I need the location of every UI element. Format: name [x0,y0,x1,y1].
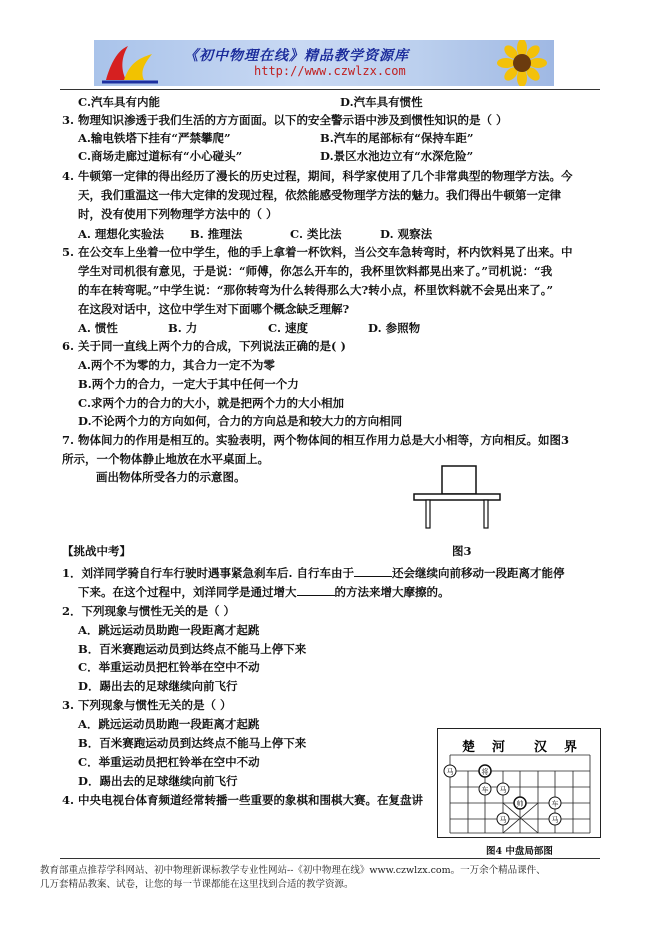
footer-rule [60,858,600,859]
challenge-q3-option-d: D．踢出去的足球继续向前飞行 [78,774,238,788]
chess-piece-label: 将 [481,768,489,776]
table-leg-left [426,500,430,528]
q3-option-a: A.输电铁塔下挂有“严禁攀爬” [78,131,231,145]
challenge-q2-option-d: D．踢出去的足球继续向前飞行 [78,679,238,693]
q3-option-d: D.景区水池边立有“水深危险” [320,149,474,163]
q7-line-1: 7. 物体间力的作用是相互的。实验表明，两个物体间的相互作用力总是大小相等，方向相反。如图3 [62,433,570,447]
figure-3-label: 图3 [452,544,472,558]
challenge-q2-stem: 2．下列现象与惯性无关的是（ ） [62,604,236,618]
q4-option-b: B. 推理法 [190,227,243,241]
q5-line-3: 的车在转弯呢。”中学生说：“那你转弯为什么转得那么大?转小点，杯里饮料就不会晃出来了。” [78,283,554,297]
option-c: C.汽车具有内能 [78,95,160,109]
chess-label-han: 汉 [534,740,548,755]
challenge-q1-line-2 [78,583,450,600]
footer-line-2: 几万套精品教案、试卷，让您的每一节课都能在这里找到合适的教学资源。 [40,879,354,890]
q4-line-1: 4. 牛顿第一定律的得出经历了漫长的历史过程，期间，科学家使用了几个非常典型的物理学方法。今 [62,169,573,183]
chess-piece-label: 车 [481,786,489,794]
q4-option-c: C. 类比法 [290,227,342,241]
answer-blank-2[interactable] [297,583,335,596]
q3-option-c: C.商场走廊过道标有“小心碰头” [78,149,243,163]
chess-label-chu: 楚 [462,740,476,755]
challenge-q3-stem: 3. 下列现象与惯性无关的是（ ） [62,698,232,712]
chess-piece-label: 帅 [516,800,524,808]
chess-board-grid [438,729,600,837]
banner-title: 《初中物理在线》精品教学资源库 [184,48,409,64]
sunflower-icon [492,40,552,86]
challenge-q1-text-b: 还会继续向前移动一段距离才能停 [392,566,565,580]
challenge-heading: 【挑战中考】 [62,544,131,558]
site-logo-icon [100,42,160,84]
option-d: D.汽车具有惯性 [340,95,423,109]
challenge-q1-text-c: 下来。在这个过程中，刘洋同学是通过增大 [78,585,297,599]
q5-option-c: C. 速度 [268,321,308,335]
block-object [442,466,476,494]
q5-option-d: D. 参照物 [368,321,421,335]
q4-line-2: 天，我们重温这一伟大定律的发现过程，依然能感受物理学方法的魅力。我们得出牛顿第一定律 [78,188,561,202]
q5-line-1: 5. 在公交车上坐着一位中学生，他的手上拿着一杯饮料，当公交车急转弯时，杯内饮料晃了出来。中 [62,245,573,259]
q6-option-a: A.两个不为零的力，其合力一定不为零 [78,358,275,372]
q4-option-a: A. 理想化实验法 [78,227,164,241]
table-top [414,494,500,500]
challenge-q1-text-d: 的方法来增大摩擦的。 [334,585,450,599]
answer-blank-1[interactable] [354,564,392,577]
table-leg-right [484,500,488,528]
challenge-q4-line-1: 4. 中央电视台体育频道经常转播一些重要的象棋和围棋大赛。在复盘讲 [62,793,424,807]
chess-piece-label: 马 [446,768,454,776]
chess-piece-label: 马 [499,816,507,824]
banner-url[interactable]: http://www.czwlzx.com [254,64,406,78]
chess-label-he: 河 [492,740,506,755]
figure-3-table-diagram [410,462,502,530]
challenge-q3-option-b: B．百米赛跑运动员到达终点不能马上停下来 [78,736,307,750]
q7-line-2: 所示，一个物体静止地放在水平桌面上。 [62,452,269,466]
q7-line-3: 画出物体所受各力的示意图。 [96,470,246,484]
chess-label-jie: 界 [564,740,578,755]
chess-piece-label: 车 [551,800,559,808]
challenge-q3-option-c: C．举重运动员把杠铃举在空中不动 [78,755,260,769]
challenge-q2-option-a: A．跳远运动员助跑一段距离才起跳 [78,623,260,637]
challenge-q2-option-b: B．百米赛跑运动员到达终点不能马上停下来 [78,642,307,656]
q4-option-d: D. 观察法 [380,227,433,241]
challenge-q1-text-a: 1．刘洋同学骑自行车行驶时遇事紧急刹车后. 自行车由于 [62,566,355,580]
figure-4-chess-board [437,728,601,838]
header-rule [60,89,600,90]
q4-line-3: 时，没有使用下列物理学方法中的（ ） [78,207,278,221]
chess-piece-label: 马 [551,816,559,824]
challenge-q1-line-1 [62,564,565,581]
q6-option-d: D.不论两个力的方向如何，合力的方向总是和较大力的方向相同 [78,414,403,428]
header-banner [94,40,554,86]
challenge-q2-option-c: C．举重运动员把杠铃举在空中不动 [78,660,260,674]
q6-stem: 6. 关于同一直线上两个力的合成，下列说法正确的是( ) [62,339,346,353]
q3-stem: 3. 物理知识渗透于我们生活的方方面面。以下的安全警示语中涉及到惯性知识的是（ ） [62,113,508,127]
q6-option-b: B.两个力的合力，一定大于其中任何一个力 [78,377,299,391]
q5-option-b: B. 力 [168,321,198,335]
q5-option-a: A. 惯性 [78,321,118,335]
figure-4-label: 图4 中盘局部图 [486,846,553,857]
challenge-q3-option-a: A．跳远运动员助跑一段距离才起跳 [78,717,260,731]
q6-option-c: C.求两个力的合力的大小，就是把两个力的大小相加 [78,396,344,410]
q5-line-2: 学生对司机很有意见，于是说：“师傅，你怎么开车的，我杯里饮料都晃出来了。”司机说：“我 [78,264,553,278]
q5-line-4: 在这段对话中，这位中学生对下面哪个概念缺乏理解? [78,302,350,316]
q3-option-b: B.汽车的尾部标有“保持车距” [320,131,474,145]
chess-piece-label: 马 [499,786,507,794]
footer-line-1: 教育部重点推荐学科网站、初中物理新课标教学专业性网站--《初中物理在线》www.czwlzx.com。一万余个精品课件、 [40,865,546,876]
